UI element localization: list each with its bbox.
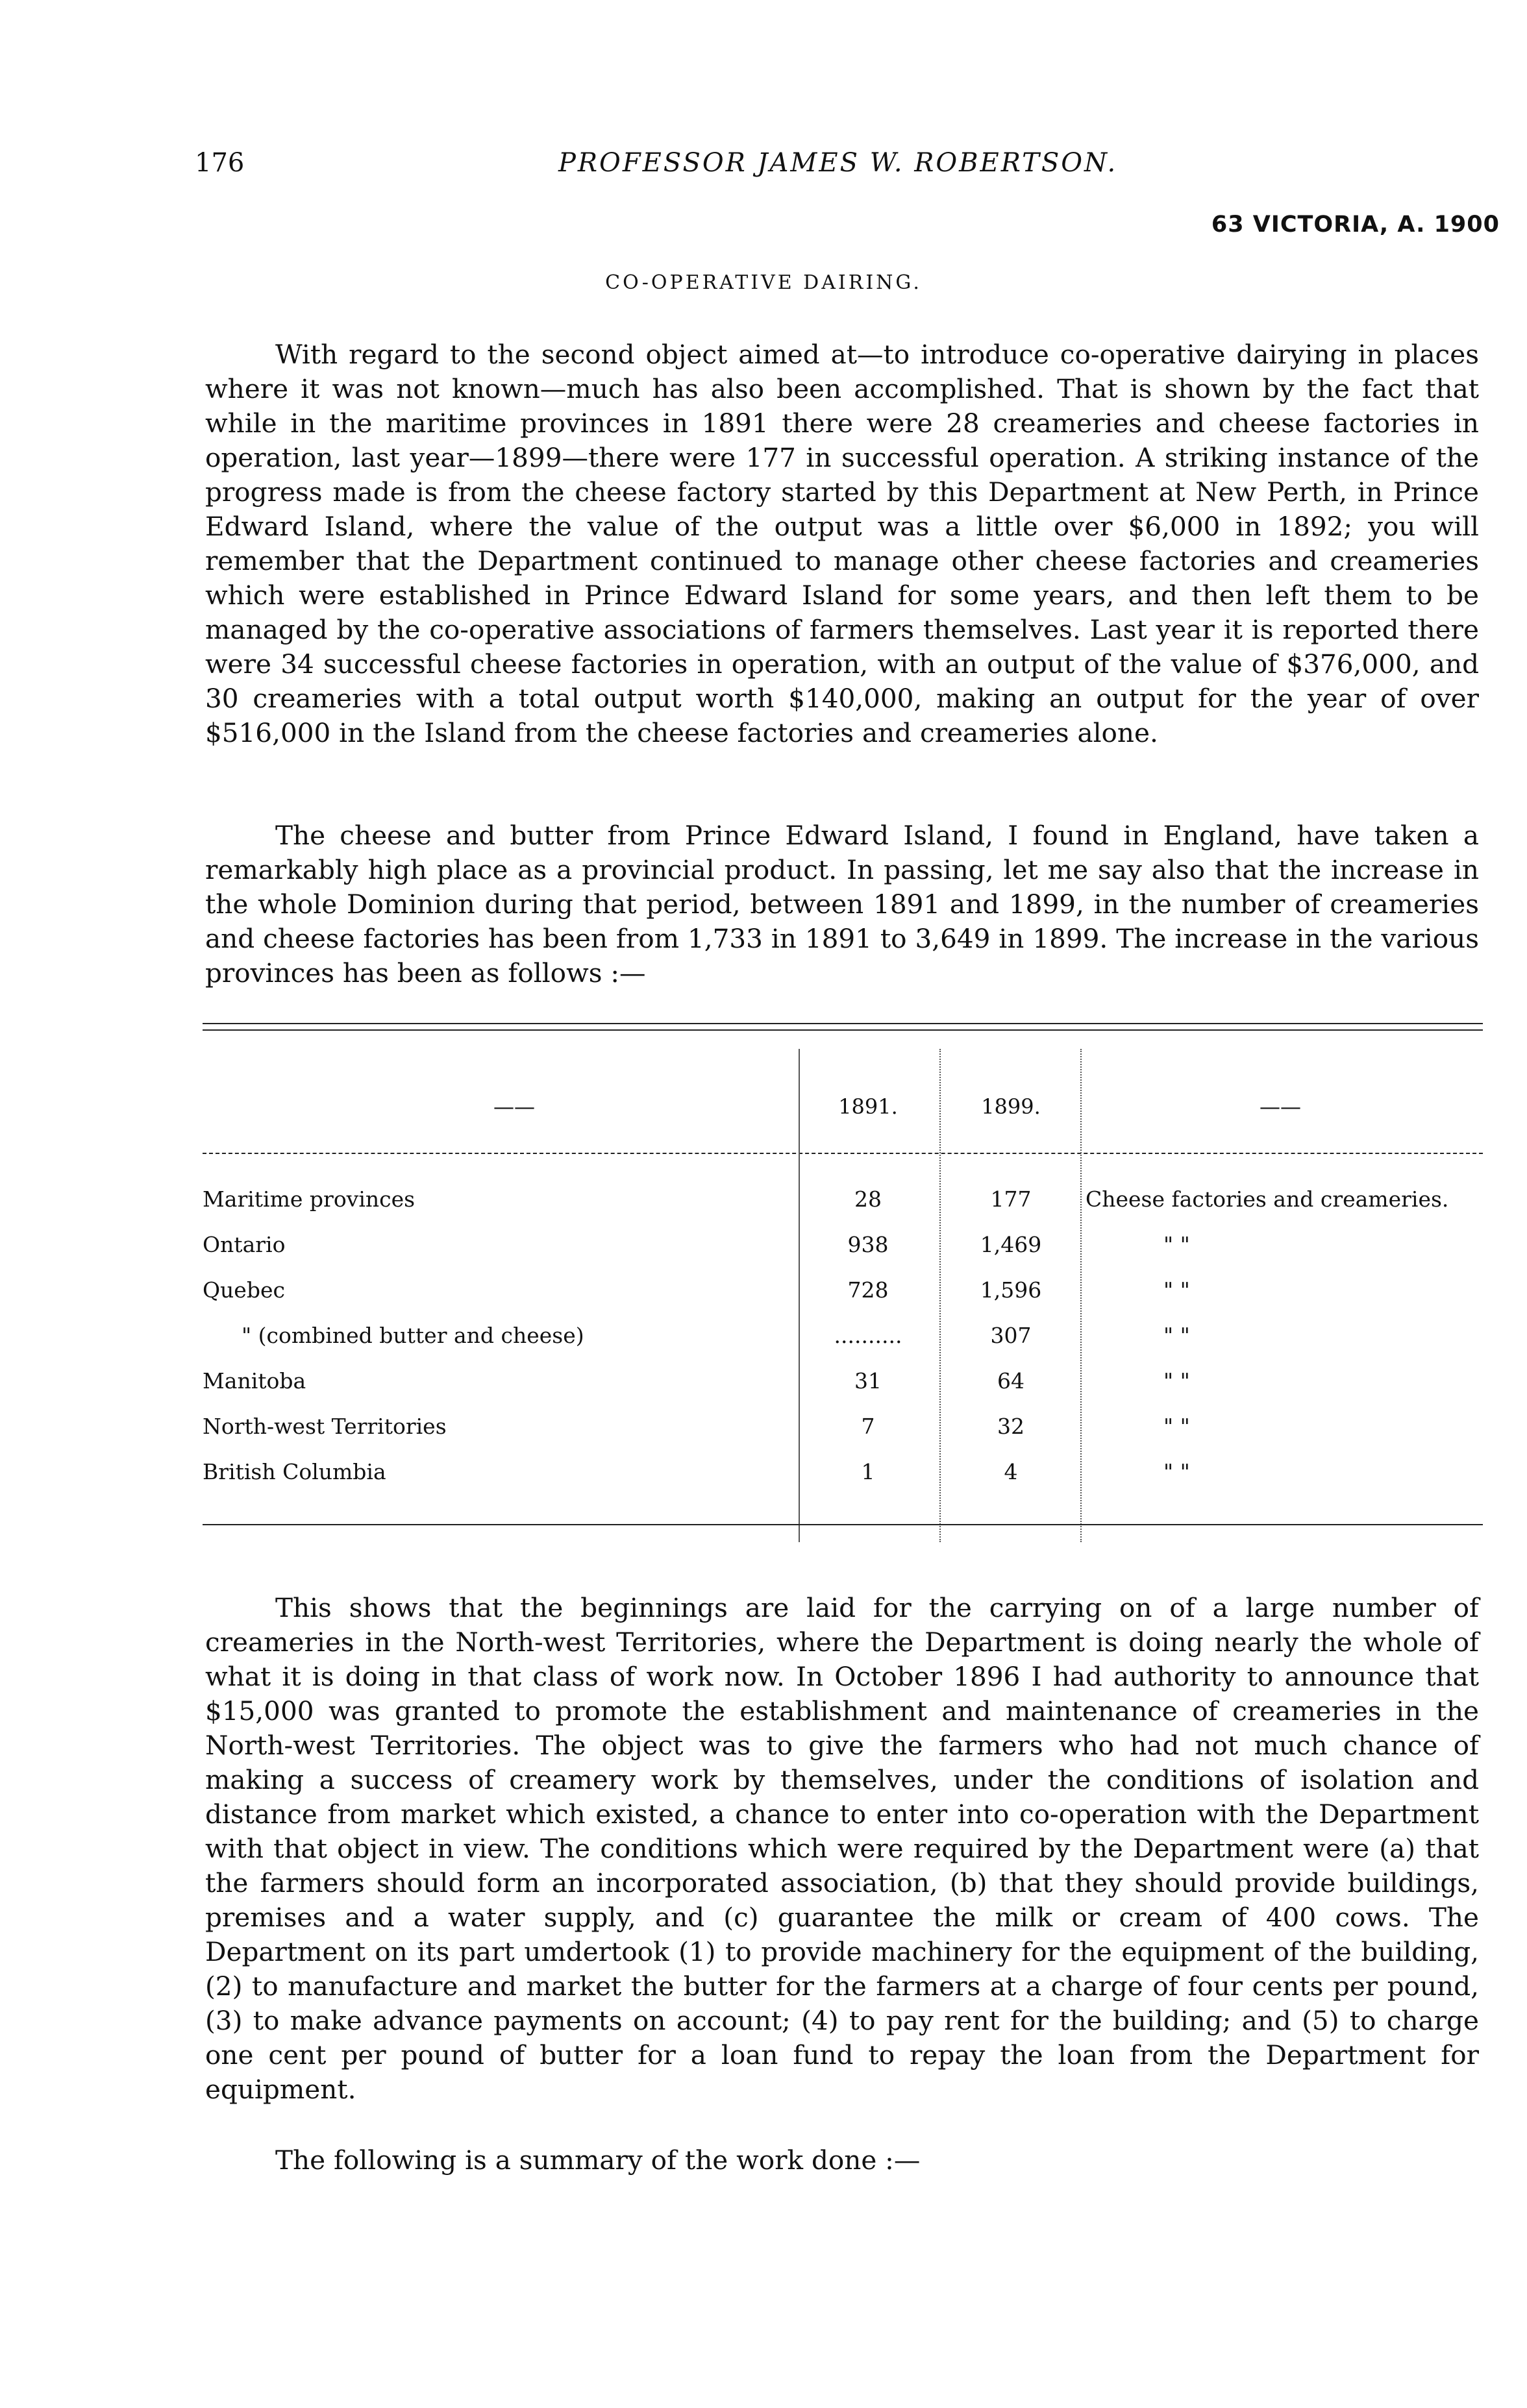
row-type: " " xyxy=(1163,1414,1190,1439)
table-row xyxy=(203,1323,1483,1368)
paragraph-2: The cheese and butter from Prince Edward Island, I found in England, have taken a remarkably high place as a provincial product. In passing, let me say also that the increase in the whole Dominion during that period, between 1891 and 1899, in the number of creameries and cheese factories has been from 1,733 in 1891 to 3,649 in 1899. The increase in the various provinces has been as follows :— xyxy=(205,820,1479,989)
row-province: Ontario xyxy=(203,1232,286,1257)
page-number: 176 xyxy=(195,148,245,178)
row-1891: .......... xyxy=(834,1323,902,1348)
row-1899: 64 xyxy=(997,1368,1024,1394)
row-province: Manitoba xyxy=(203,1368,306,1394)
running-head xyxy=(195,148,1500,238)
row-province: Quebec xyxy=(203,1277,285,1303)
header-type: —— xyxy=(1260,1094,1301,1119)
table-header-row xyxy=(203,1068,1483,1140)
row-1891: 7 xyxy=(861,1414,875,1439)
running-title: PROFESSOR JAMES W. ROBERTSON. xyxy=(558,148,1118,178)
row-province: North-west Territories xyxy=(203,1414,447,1439)
header-1899: 1899. xyxy=(981,1094,1041,1119)
row-type: " " xyxy=(1163,1232,1190,1257)
row-type: " " xyxy=(1163,1459,1190,1484)
row-type: " " xyxy=(1163,1277,1190,1303)
row-type: Cheese factories and creameries. xyxy=(1086,1186,1449,1212)
row-1899: 32 xyxy=(997,1414,1024,1439)
paragraph-4: The following is a summary of the work done :— xyxy=(275,2144,921,2176)
row-1899: 307 xyxy=(990,1323,1032,1348)
table-top-rule-2 xyxy=(203,1029,1483,1031)
row-province: Maritime provinces xyxy=(203,1186,416,1212)
table-row xyxy=(203,1459,1483,1505)
row-1899: 177 xyxy=(990,1186,1032,1212)
session-mark: 63 VICTORIA, A. 1900 xyxy=(1211,212,1500,238)
table-header-rule xyxy=(203,1153,1483,1154)
row-1899: 4 xyxy=(1004,1459,1018,1484)
paragraph-1: With regard to the second object aimed at—to introduce co-operative dairying in places where it was not known—much has also been accomplished. That is shown by the fact that while in the maritime provinces in 1891 there were 28 creameries and cheese factories in operation, last year—1899—there were 177 in successful operation. A striking instance of the progress made is from the cheese factory started by this Department at New Perth, in Prince Edward Island, where the value of the output was a little over $6,000 in 1892; you will remember that the Department continued to manage other cheese factories and creameries which were established in Prince Edward Island for some years, and then left them to be managed by the co-operative associations of farmers themselves. Last year it is reported there were 34 successful cheese factories in operation, with an output of the value of $376,000, and 30 creameries with a total output worth $140,000, making an output for the year of over $516,000 in the Island from the cheese factories and creameries alone. xyxy=(205,339,1479,748)
row-1891: 1 xyxy=(861,1459,875,1484)
row-1891: 728 xyxy=(847,1277,889,1303)
header-province: —— xyxy=(493,1094,535,1119)
table-top-rule xyxy=(203,1023,1483,1024)
section-title: CO-OPERATIVE DAIRING. xyxy=(605,271,922,294)
table-row xyxy=(203,1277,1483,1323)
row-1891: 31 xyxy=(854,1368,882,1394)
row-1891: 938 xyxy=(847,1232,889,1257)
row-1891: 28 xyxy=(854,1186,882,1212)
row-1899: 1,469 xyxy=(980,1232,1042,1257)
table-bottom-rule xyxy=(203,1524,1483,1525)
paragraph-3: This shows that the beginnings are laid for the carrying on of a large number of creameries in the North-west Territories, where the Department is doing nearly the whole of what it is doing in that class of work now. In October 1896 I had authority to announce that $15,000 was granted to promote the establishment and maintenance of creameries in the North-west Territories. The object was to give the farmers who had not much chance of making a success of creamery work by themselves, under the conditions of isolation and distance from market which existed, a chance to enter into co-operation with the Department with that object in view. The conditions which were required by the Department were (a) that the farmers should form an incorporated association, (b) that they should provide buildings, premises and a water supply, and (c) guarantee the milk or cream of 400 cows. The Department on its part umdertook (1) to provide machinery for the equipment of the building, (2) to manufacture and market the butter for the farmers at a charge of four cents per pound, (3) to make advance payments on account; (4) to pay rent for the building; and (5) to charge one cent per pound of butter for a loan fund to repay the loan from the Department for equipment. xyxy=(205,1592,1479,2105)
table-row xyxy=(203,1414,1483,1459)
table-row xyxy=(203,1368,1483,1414)
row-1899: 1,596 xyxy=(980,1277,1042,1303)
row-province: British Columbia xyxy=(203,1459,386,1484)
table-row xyxy=(203,1232,1483,1277)
creameries-table xyxy=(203,1023,1483,1555)
table-row xyxy=(203,1186,1483,1232)
row-province: " (combined butter and cheese) xyxy=(242,1323,584,1348)
header-1891: 1891. xyxy=(838,1094,898,1119)
row-type: " " xyxy=(1163,1368,1190,1394)
row-type: " " xyxy=(1163,1323,1190,1348)
